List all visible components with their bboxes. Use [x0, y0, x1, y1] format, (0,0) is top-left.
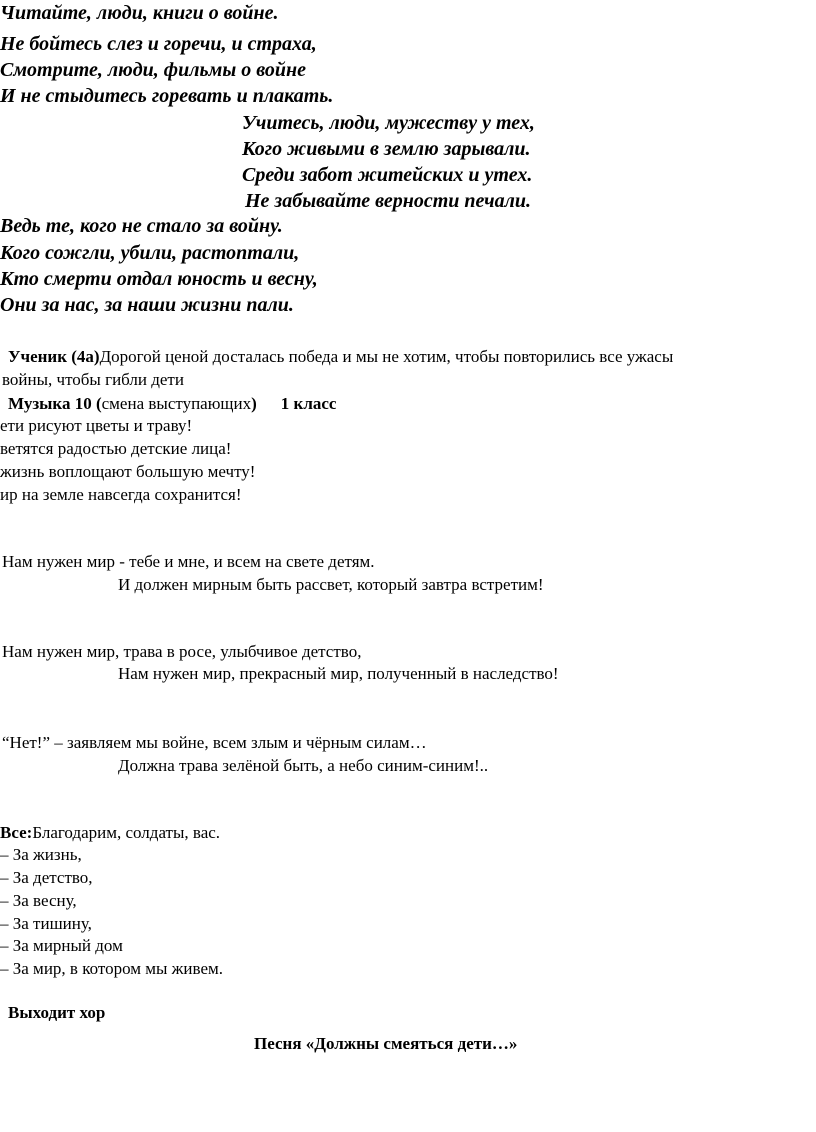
- poem-line: Среди забот житейских и утех.: [242, 164, 533, 186]
- poem-line: Читайте, люди, книги о войне.: [0, 2, 279, 24]
- poem-line: Кого живыми в землю зарывали.: [242, 138, 531, 160]
- couplet-line: “Нет!” – заявляем мы войне, всем злым и чёрным силам…: [2, 733, 427, 752]
- music-label: Музыка 10 (: [8, 394, 102, 413]
- list-item: – За тишину,: [0, 914, 92, 933]
- list-item: – За детство,: [0, 868, 93, 887]
- verse-line: ир на земле навсегда сохранится!: [0, 485, 242, 504]
- couplet-line: Должна трава зелёной быть, а небо синим-синим!..: [118, 756, 489, 775]
- poem-line: Не забывайте верности печали.: [245, 190, 532, 212]
- student-text-continued: войны, чтобы гибли дети: [2, 370, 184, 389]
- couplet-line: Нам нужен мир - тебе и мне, и всем на свете детям.: [2, 552, 375, 571]
- poem-line: Смотрите, люди, фильмы о войне: [0, 59, 306, 81]
- all-line: [0, 824, 220, 841]
- all-label: Все:: [0, 823, 33, 842]
- poem-line: Учитесь, люди, мужеству у тех,: [242, 112, 535, 134]
- couplet-line: Нам нужен мир, прекрасный мир, полученный в наследство!: [118, 664, 559, 683]
- couplet-line: Нам нужен мир, трава в росе, улыбчивое детство,: [2, 642, 362, 661]
- poem-line: Они за нас, за наши жизни пали.: [0, 294, 294, 316]
- poem-line: Не бойтесь слез и горечи, и страха,: [0, 33, 317, 55]
- list-item: – За мир, в котором мы живем.: [0, 959, 224, 978]
- music-close: ): [251, 394, 257, 413]
- music-note: смена выступающих: [101, 394, 252, 413]
- verse-line: ети рисуют цветы и траву!: [0, 416, 193, 435]
- music-grade: 1 класс: [280, 394, 337, 413]
- poem-line: Кого сожгли, убили, растоптали,: [0, 242, 300, 264]
- student-line: [8, 348, 673, 365]
- couplet-line: И должен мирным быть рассвет, который завтра встретим!: [118, 575, 544, 594]
- song-title: Песня «Должны смеяться дети…»: [254, 1034, 518, 1053]
- poem-line: И не стыдитесь горевать и плакать.: [0, 85, 334, 107]
- poem-line: Ведь те, кого не стало за войну.: [0, 215, 283, 237]
- list-item: – За мирный дом: [0, 936, 123, 955]
- verse-line: ветятся радостью детские лица!: [0, 439, 232, 458]
- student-label: Ученик (4а): [8, 347, 100, 366]
- list-item: – За жизнь,: [0, 845, 82, 864]
- list-item: – За весну,: [0, 891, 77, 910]
- student-text: Дорогой ценой досталась победа и мы не хотим, чтобы повторились все ужасы: [99, 347, 674, 366]
- choir-line: Выходит хор: [8, 1003, 106, 1022]
- all-text: Благодарим, солдаты, вас.: [32, 823, 221, 842]
- verse-line: жизнь воплощают большую мечту!: [0, 462, 256, 481]
- music-line: [8, 395, 336, 412]
- poem-line: Кто смерти отдал юность и весну,: [0, 268, 318, 290]
